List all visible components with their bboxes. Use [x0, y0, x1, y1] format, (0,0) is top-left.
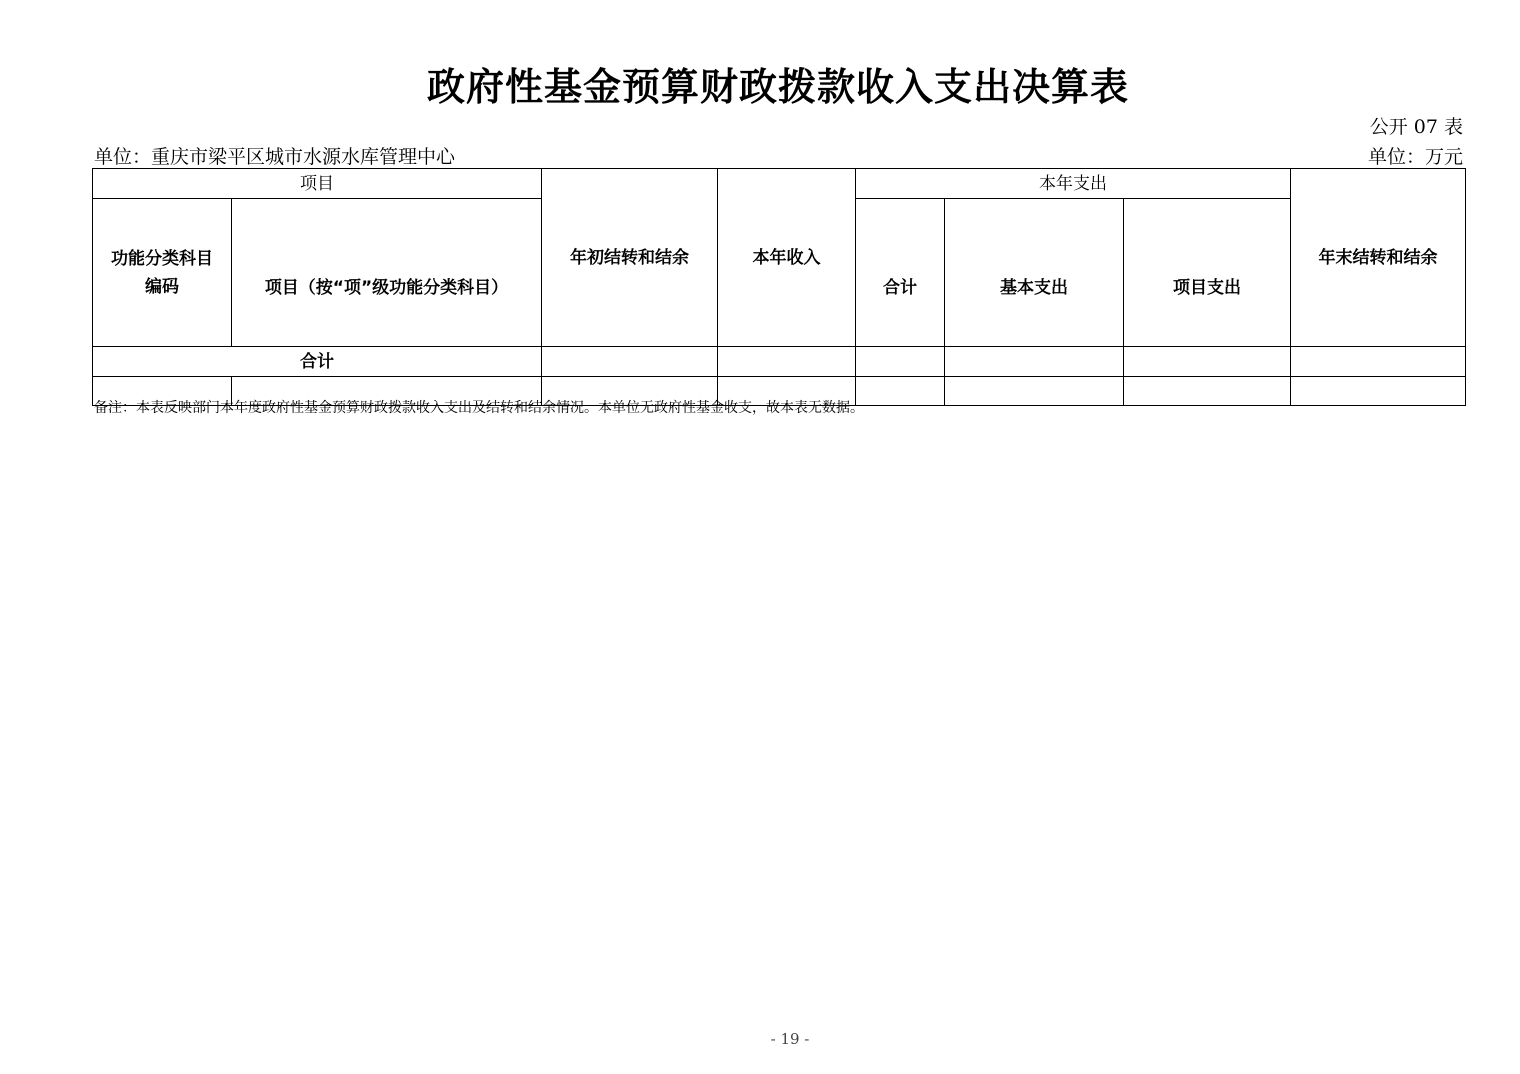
header-project-name: 项目（按“项”级功能分类科目）: [232, 199, 542, 347]
total-end-balance: [1291, 347, 1466, 377]
header-project: 项目: [93, 169, 542, 199]
header-func-code: 功能分类科目编码: [93, 199, 232, 347]
total-expense-project: [1124, 347, 1291, 377]
empty-cell: [856, 377, 945, 406]
header-expense-basic: 基本支出: [945, 199, 1124, 347]
header-row-1: [93, 169, 1466, 199]
total-label: 合计: [93, 347, 542, 377]
total-begin-balance: [542, 347, 718, 377]
footnote: 备注：本表反映部门本年度政府性基金预算财政拨款收入支出及结转和结余情况。本单位无政府性基金收支，故本表无数据。: [94, 400, 864, 416]
budget-table: [92, 168, 1466, 406]
unit-currency: 单位：万元: [1367, 146, 1463, 168]
unit-organization: 单位：重庆市梁平区城市水源水库管理中心: [94, 146, 456, 168]
header-expense-project: 项目支出: [1124, 199, 1291, 347]
page-number: - 19 -: [770, 1030, 810, 1048]
header-income: 本年收入: [718, 169, 856, 347]
empty-cell: [1124, 377, 1291, 406]
empty-cell: [945, 377, 1124, 406]
header-begin-balance: 年初结转和结余: [542, 169, 718, 347]
empty-cell: [1291, 377, 1466, 406]
total-income: [718, 347, 856, 377]
total-expense-total: [856, 347, 945, 377]
header-expense-total: 合计: [856, 199, 945, 347]
header-expense: 本年支出: [856, 169, 1291, 199]
table-code: 公开 07 表: [1369, 116, 1463, 138]
header-end-balance: 年末结转和结余: [1291, 169, 1466, 347]
total-row: [93, 347, 1466, 377]
total-expense-basic: [945, 347, 1124, 377]
page-title: 政府性基金预算财政拨款收入支出决算表: [426, 65, 1129, 109]
